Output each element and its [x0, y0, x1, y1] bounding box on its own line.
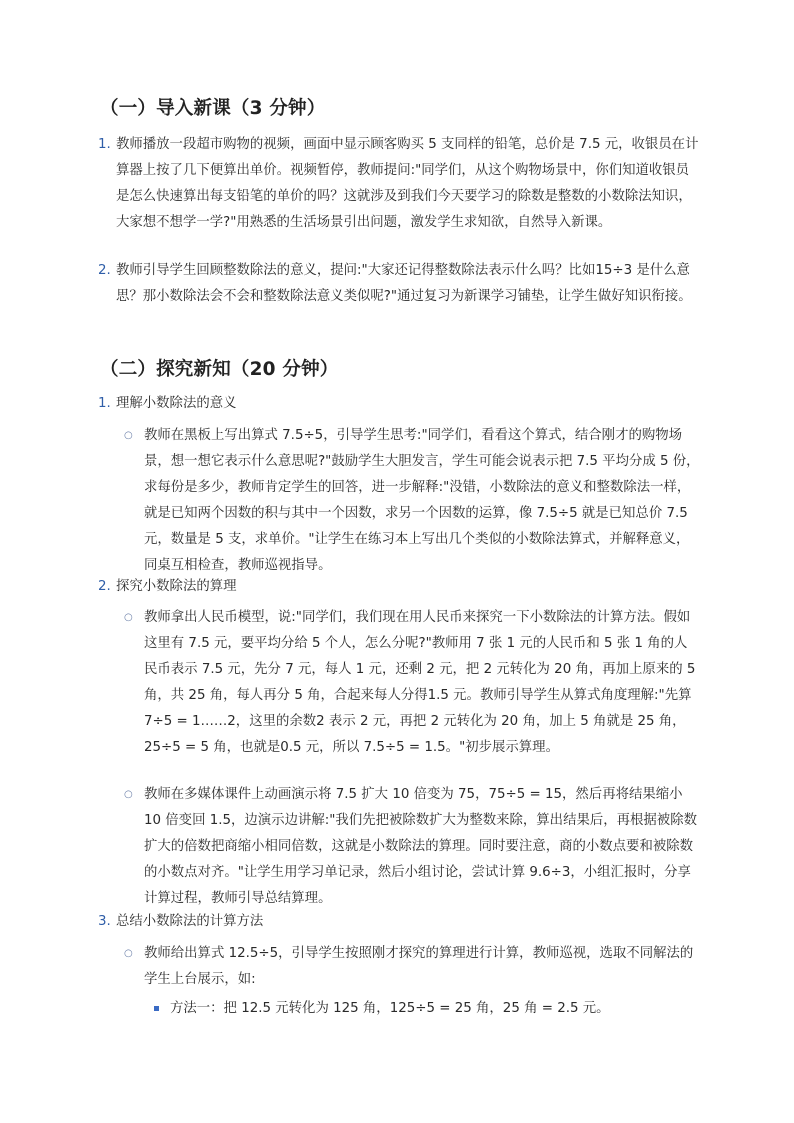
- sub-list-item-text: 教师在多媒体课件上动画演示将 7.5 扩大 10 倍变为 75，75÷5 = 15，然后再将结果缩小 10 倍变回 1.5，边演示边讲解:"我们先把被除数扩大为整数来除，算出结果后，再根据被除数扩大的倍数把商缩小相同倍数，这就是小数除法的算理。同时要注意，商的小数点要和被除数的小数点对齐。"让学生用学习单记录，然后小组讨论，尝试计算 9.6÷3，小组汇报时，分享计算过程，教师引导总结算理。: [144, 787, 697, 906]
- list-item-title: 理解小数除法的意义: [116, 396, 237, 411]
- section-heading-intro: （一）导入新课（3 分钟）: [100, 98, 326, 119]
- sub-list-item-text: 教师在黑板上写出算式 7.5÷5，引导学生思考:"同学们，看看这个算式，结合刚才的购物场景，想一想它表示什么意思呢?"鼓励学生大胆发言，学生可能会说表示把 7.5 平均分成 5 份，求每份是多少，教师肯定学生的回答，进一步解释:"没错，小数除法的意义和整数除法一样，就是已知两个因数的积与其中一个因数，求另一个因数的运算，像 7.5÷5 就是已知总价 7.5 元，数量是 5 支，求单价。"让学生在练习本上写出几个类似的小数除法算式，并解释意义，同桌互相检查，教师巡视指导。: [144, 428, 700, 573]
- sub-list-item: [122, 941, 700, 993]
- sub-list-item-text: 教师给出算式 12.5÷5，引导学生按照刚才探究的算理进行计算，教师巡视，选取不同解法的学生上台展示，如:: [144, 946, 694, 987]
- hollow-circle-bullet-icon: ○: [124, 789, 133, 800]
- section-heading-explore: （二）探究新知（20 分钟）: [100, 359, 339, 380]
- list-number: 2.: [98, 263, 111, 278]
- square-bullet-icon: [154, 1006, 159, 1011]
- list-item-text: 教师播放一段超市购物的视频，画面中显示顾客购买 5 支同样的铅笔，总价是 7.5 元，收银员在计算器上按了几下便算出单价。视频暂停，教师提问:"同学们，从这个购物场景中，你们知道收银员是怎么快速算出每支铅笔的单价的吗？这就涉及到我们今天要学习的除数是整数的小数除法知识，大家想不想学一学?"用熟悉的生活场景引出问题，激发学生求知欲，自然导入新课。: [116, 137, 699, 230]
- list-item-explore-2: [98, 574, 702, 600]
- list-item-intro-1: [98, 132, 702, 236]
- list-number: 3.: [98, 914, 111, 929]
- hollow-circle-bullet-icon: ○: [124, 612, 133, 623]
- list-item-explore-3: [98, 909, 702, 935]
- list-item-title: 总结小数除法的计算方法: [116, 914, 264, 929]
- list-item-title: 探究小数除法的算理: [116, 579, 237, 594]
- list-number: 1.: [98, 137, 111, 152]
- list-item-text: 教师引导学生回顾整数除法的意义，提问:"大家还记得整数除法表示什么吗？比如15÷3 是什么意思？那小数除法会不会和整数除法意义类似呢?"通过复习为新课学习铺垫，让学生做好知识衔接。: [116, 263, 692, 304]
- list-item-explore-1: [98, 391, 702, 417]
- sub-sub-list-item: [150, 996, 690, 1022]
- sub-list-item: [122, 782, 700, 912]
- hollow-circle-bullet-icon: ○: [124, 948, 133, 959]
- list-number: 1.: [98, 396, 111, 411]
- hollow-circle-bullet-icon: ○: [124, 430, 133, 441]
- sub-list-item: [122, 605, 700, 761]
- list-item-intro-2: [98, 258, 702, 310]
- sub-sub-list-item-text: 方法一：把 12.5 元转化为 125 角，125÷5 = 25 角，25 角 = 2.5 元。: [170, 1001, 610, 1016]
- sub-list-item-text: 教师拿出人民币模型，说:"同学们，我们现在用人民币来探究一下小数除法的计算方法。假如这里有 7.5 元，要平均分给 5 个人，怎么分呢?"教师用 7 张 1 元的人民币和 5 张 1 角的人民币表示 7.5 元，先分 7 元，每人 1 元，还剩 2 元，把 2 元转化为 20 角，再加上原来的 5 角，共 25 角，每人再分 5 角，合起来每人分得1.5 元。教师引导学生从算式角度理解:"先算 7÷5 = 1……2，这里的余数2 表示 2 元，再把 2 元转化为 20 角，加上 5 角就是 25 角，25÷5 = 5 角，也就是0.5 元，所以 7.5÷5 = 1.5。"初步展示算理。: [144, 610, 696, 755]
- list-number: 2.: [98, 579, 111, 594]
- sub-list-item: [122, 423, 700, 579]
